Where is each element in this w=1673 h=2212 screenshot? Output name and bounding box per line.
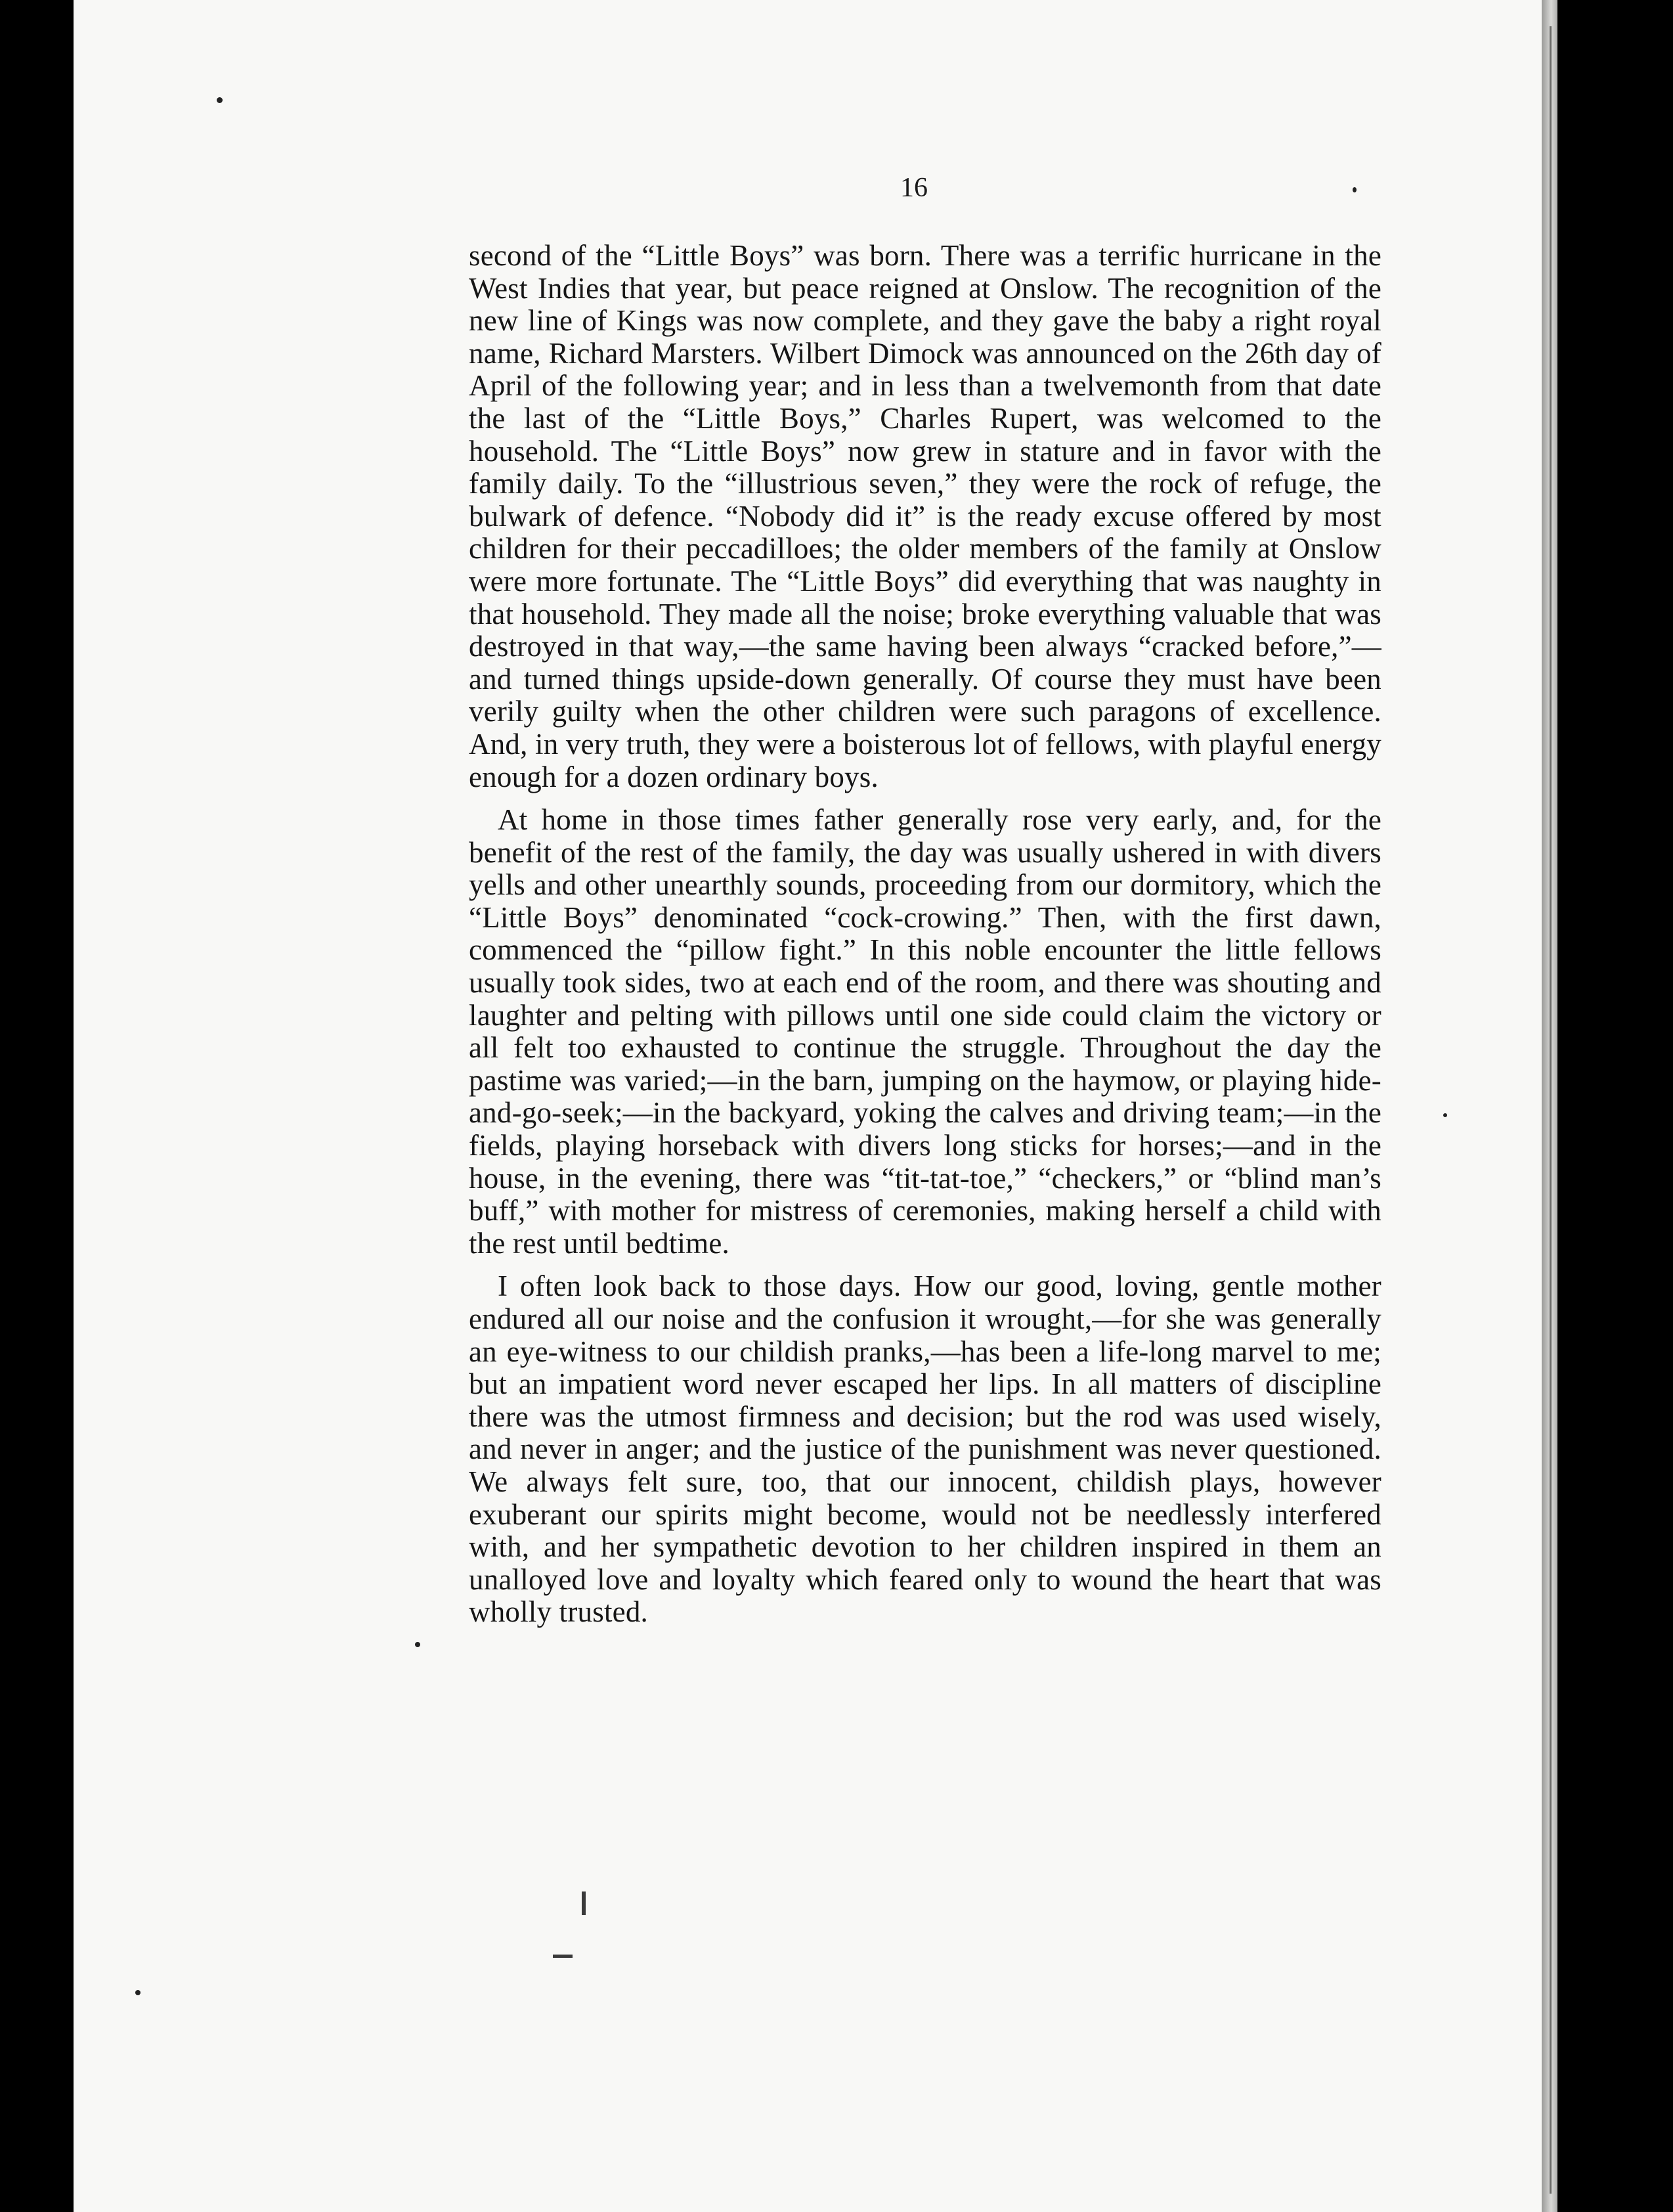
ink-mark — [553, 1955, 573, 1958]
scan-speck — [217, 97, 223, 103]
scan-speck — [1353, 187, 1357, 192]
paragraph-3: I often look back to those days. How our good, loving, gentle mother endured all our noise and the confusion it wrought,—for she was generally an eye-witness to our childish pranks,—has been a life-long marvel to me; but an impatient word never escaped her lips. In all matters of discipline there was the utmost firmness and decision; but the rod was used wisely, and never in anger; and the justice of the punishment was never questioned. We always felt sure, too, that our innocent, childish plays, however exuberant our spirits might become, would not be needlessly interfered with, and her sympathetic devotion to her children inspired in them an unalloyed love and loyalty which feared only to wound the heart that was wholly trusted. — [469, 1270, 1381, 1629]
scan-speck — [1443, 1113, 1447, 1117]
body-text — [469, 240, 1381, 1629]
book-page — [74, 0, 1542, 2212]
page-number: 16 — [900, 173, 928, 203]
paragraph-1: second of the “Little Boys” was born. There was a terrific hurricane in the West Indies that year, but peace reigned at Onslow. The recognition of the new line of Kings was now complete, and they gave the baby a right royal name, Richard Marsters. Wilbert Dimock was announced on the 26th day of April of the following year; and in less than a twelvemonth from that date the last of the “Little Boys,” Charles Rupert, was welcomed to the household. The “Little Boys” now grew in stature and in favor with the family daily. To the “illustrious seven,” they were the rock of refuge, the bulwark of defence. “Nobody did it” is the ready excuse offered by most children for their peccadilloes; the older members of the family at Onslow were more fortunate. The “Little Boys” did everything that was naughty in that household. They made all the noise; broke everything valuable that was destroyed in that way,—the same having been always “cracked before,”—and turned things upside-down generally. Of course they must have been verily guilty when the other children were such paragons of excellence. And, in very truth, they were a boisterous lot of fellows, with playful energy enough for a dozen ordinary boys. — [469, 239, 1381, 793]
scan-speck — [135, 1990, 141, 1995]
ink-mark — [582, 1891, 586, 1915]
binding-rule — [1550, 26, 1552, 2194]
paragraph-2: At home in those times father generally rose very early, and, for the benefit of the rest of the family, the day was usually ushered in with divers yells and other unearthly sounds, proceeding from our dormitory, which the “Little Boys” denominated “cock-crowing.” Then, with the first dawn, commenced the “pillow fight.” In this noble encounter the little fellows usually took sides, two at each end of the room, and there was shouting and laughter and pelting with pillows until one side could claim the victory or all felt too exhausted to continue the struggle. Throughout the day the pastime was varied;—in the barn, jumping on the haymow, or playing hide-and-go-seek;—in the backyard, yoking the calves and driving team;—in the fields, playing horseback with divers long sticks for horses;—and in the house, in the evening, there was “tit-tat-toe,” “checkers,” or “blind man’s buff,” with mother for mistress of ceremonies, making herself a child with the rest until bedtime. — [469, 803, 1381, 1260]
scan-speck — [415, 1642, 420, 1647]
